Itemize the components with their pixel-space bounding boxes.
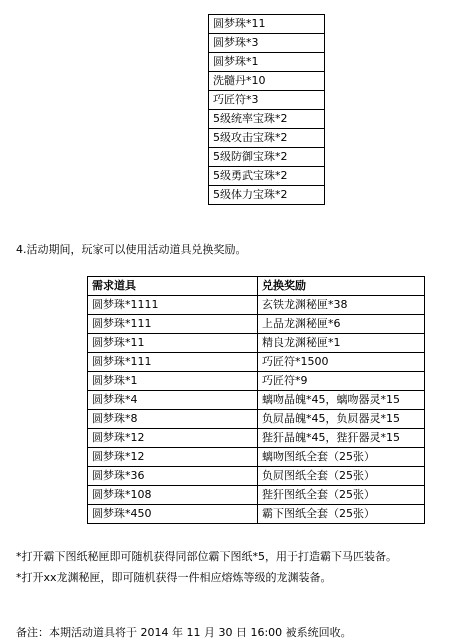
reward-cell: 巧匠符*1500 — [258, 353, 425, 372]
reward-cell: 螭吻晶魄*45，螭吻器灵*15 — [258, 391, 425, 410]
required-item-cell: 圆梦珠*111 — [88, 353, 258, 372]
table-row — [88, 391, 425, 410]
reward-cell: 负屃图纸全套（25张） — [258, 467, 425, 486]
note-longyuan-box: *打开xx龙渊秘匣，即可随机获得一件相应熔炼等级的龙渊装备。 — [16, 571, 332, 584]
table-row — [88, 372, 425, 391]
table-row — [88, 353, 425, 372]
reward-cell: 巧匠符*9 — [258, 372, 425, 391]
table-row — [88, 505, 425, 524]
table-row — [88, 486, 425, 505]
required-item-cell: 圆梦珠*450 — [88, 505, 258, 524]
table-row — [88, 296, 425, 315]
required-item-cell: 圆梦珠*11 — [88, 334, 258, 353]
header-required-item: 需求道具 — [88, 277, 258, 296]
table-row — [88, 429, 425, 448]
top-list-row — [209, 34, 325, 53]
top-list-row — [209, 167, 325, 186]
table-row — [88, 334, 425, 353]
header-reward: 兑换奖励 — [258, 277, 425, 296]
top-list-item: 巧匠符*3 — [209, 91, 325, 110]
reward-cell: 上品龙渊秘匣*6 — [258, 315, 425, 334]
note-bixia-box: *打开霸下图纸秘匣即可随机获得同部位霸下图纸*5，用于打造霸下马匹装备。 — [16, 550, 397, 563]
required-item-cell: 圆梦珠*111 — [88, 315, 258, 334]
reward-cell: 螭吻图纸全套（25张） — [258, 448, 425, 467]
top-list-item: 5级统率宝珠*2 — [209, 110, 325, 129]
reward-cell: 玄铁龙渊秘匣*38 — [258, 296, 425, 315]
reward-cell: 狴犴图纸全套（25张） — [258, 486, 425, 505]
intro-text: 4.活动期间，玩家可以使用活动道具兑换奖励。 — [16, 243, 247, 256]
required-item-cell: 圆梦珠*4 — [88, 391, 258, 410]
table-row — [88, 448, 425, 467]
top-list-row — [209, 148, 325, 167]
top-list-row — [209, 129, 325, 148]
top-list-row — [209, 186, 325, 205]
top-list-item: 5级防御宝珠*2 — [209, 148, 325, 167]
required-item-cell: 圆梦珠*1111 — [88, 296, 258, 315]
required-item-cell: 圆梦珠*36 — [88, 467, 258, 486]
required-item-cell: 圆梦珠*108 — [88, 486, 258, 505]
reward-cell: 霸下图纸全套（25张） — [258, 505, 425, 524]
top-item-list-body — [209, 15, 325, 205]
top-list-row — [209, 53, 325, 72]
top-list-item: 圆梦珠*11 — [209, 15, 325, 34]
reward-cell: 精良龙渊秘匣*1 — [258, 334, 425, 353]
top-list-row — [209, 110, 325, 129]
top-list-item: 圆梦珠*3 — [209, 34, 325, 53]
required-item-cell: 圆梦珠*1 — [88, 372, 258, 391]
top-item-list-table — [208, 14, 325, 205]
top-list-item: 圆梦珠*1 — [209, 53, 325, 72]
reward-cell: 负屃晶魄*45，负屃器灵*15 — [258, 410, 425, 429]
table-row — [88, 315, 425, 334]
top-list-item: 洗髓丹*10 — [209, 72, 325, 91]
required-item-cell: 圆梦珠*12 — [88, 448, 258, 467]
exchange-table-header-row — [88, 277, 425, 296]
required-item-cell: 圆梦珠*12 — [88, 429, 258, 448]
required-item-cell: 圆梦珠*8 — [88, 410, 258, 429]
top-list-row — [209, 91, 325, 110]
reward-cell: 狴犴晶魄*45，狴犴器灵*15 — [258, 429, 425, 448]
table-row — [88, 467, 425, 486]
top-list-item: 5级勇武宝珠*2 — [209, 167, 325, 186]
top-list-row — [209, 15, 325, 34]
exchange-table-body — [88, 296, 425, 524]
exchange-table — [87, 276, 425, 524]
table-row — [88, 410, 425, 429]
top-list-row — [209, 72, 325, 91]
top-list-item: 5级攻击宝珠*2 — [209, 129, 325, 148]
top-list-item: 5级体力宝珠*2 — [209, 186, 325, 205]
remark-text: 备注：本期活动道具将于 2014 年 11 月 30 日 16:00 被系统回收。 — [16, 626, 352, 639]
